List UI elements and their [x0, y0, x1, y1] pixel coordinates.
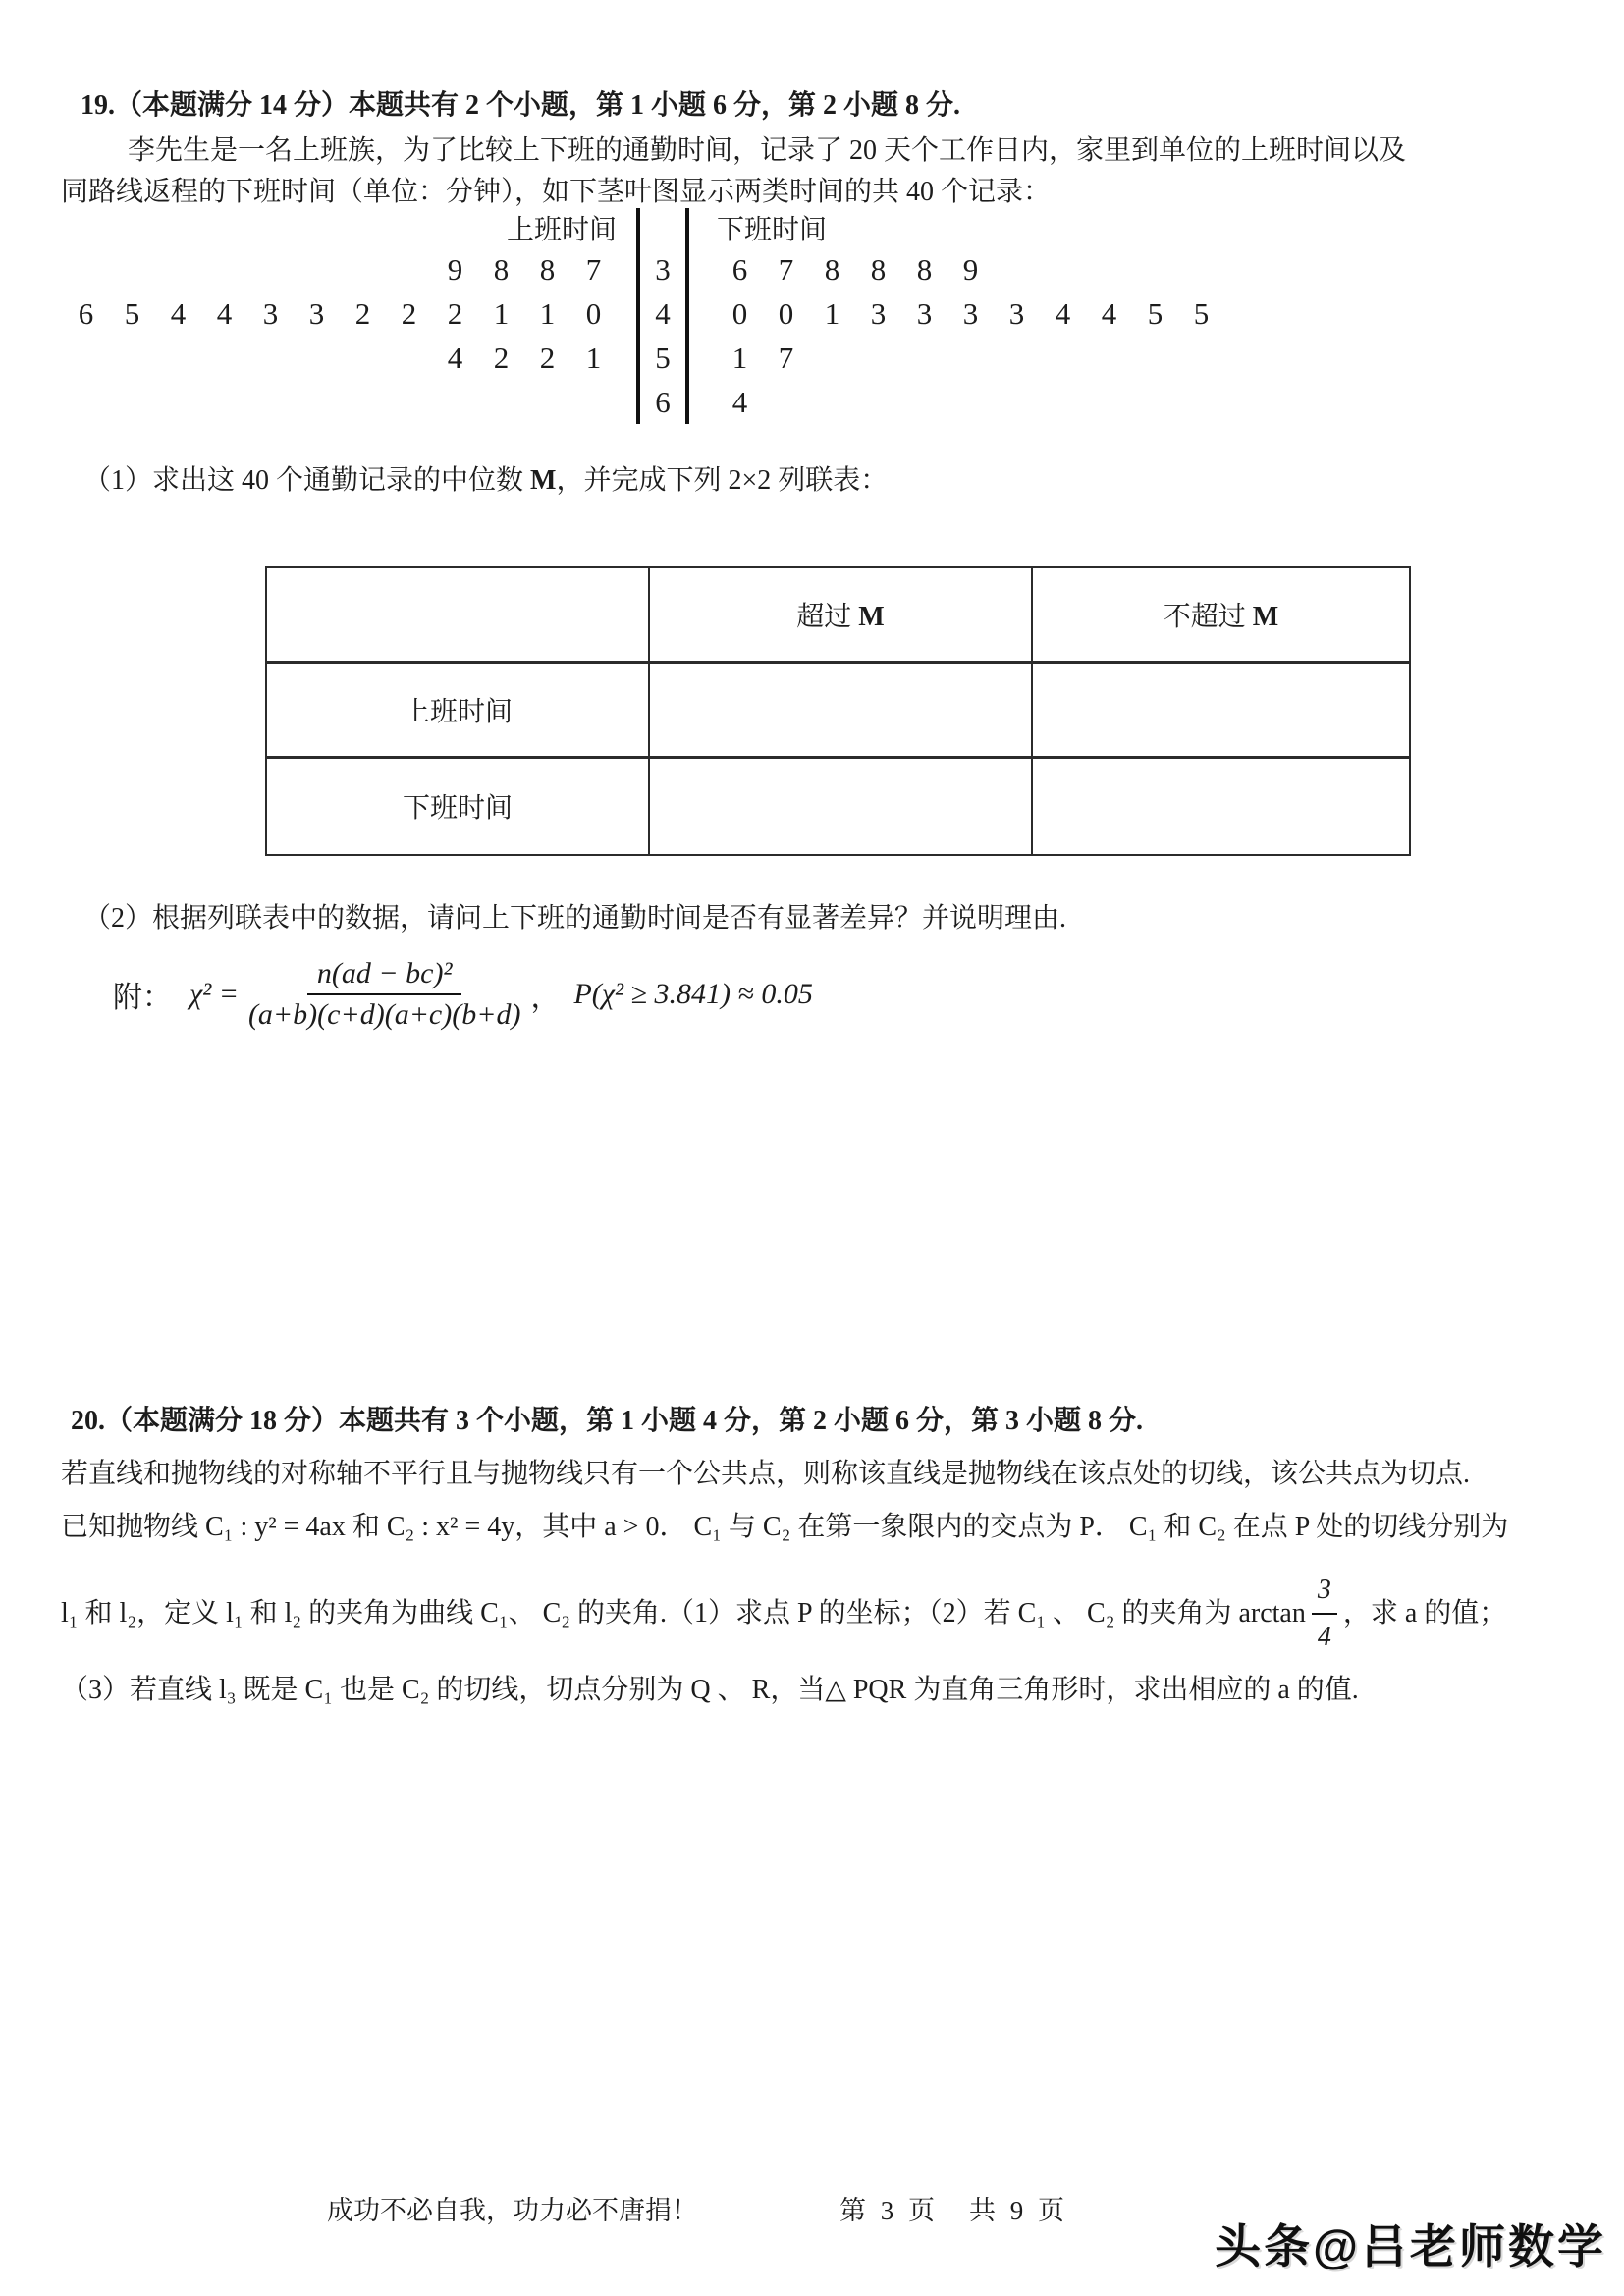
leaves-from-work: [689, 296, 1224, 332]
leaf-value: 2: [447, 295, 463, 331]
q20-line2: 已知抛物线 C₁ : y² = 4ax 和 C₂ : x² = 4y，其中 a > 0． C₁ 与 C₂ 在第一象限内的交点为 P． C₁ 和 C₂ 在点 P 处的切线分别为: [61, 1512, 1509, 1542]
q20-line4: （3）若直线 l₃ 既是 C₁ 也是 C₂ 的切线，切点分别为 Q 、 R，当△ PQR 为直角三角形时，求出相应的 a 的值.: [61, 1675, 1359, 1705]
stem-value: 3: [636, 247, 689, 292]
p-value-statement: P(χ² ≥ 3.841) ≈ 0.05: [573, 978, 813, 1010]
arctan-fraction-numerator: 3: [1312, 1571, 1337, 1615]
leaf-value: 9: [962, 251, 979, 287]
leaf-value: 5: [1193, 295, 1210, 331]
empty-cell-to-work-over[interactable]: [649, 662, 1032, 757]
leaf-value: 8: [916, 251, 933, 287]
arctan-fraction: [1312, 1571, 1337, 1657]
contingency-table: [265, 566, 1411, 856]
stem-leaf-plot: [59, 208, 1394, 424]
leaf-value: 2: [401, 295, 417, 331]
row-label-to-work: 上班时间: [266, 662, 649, 757]
q20-line1: 若直线和抛物线的对称轴不平行且与抛物线只有一个公共点，则称该直线是抛物线在该点处的切线，该公共点为切点.: [61, 1459, 1471, 1489]
arctan-fraction-denominator: 4: [1317, 1621, 1331, 1652]
leaf-value: 7: [585, 251, 602, 287]
q19-intro-line2: 同路线返程的下班时间（单位：分钟），如下茎叶图显示两类时间的共 40 个记录：: [61, 177, 1052, 207]
leaf-value: 3: [262, 295, 279, 331]
table-corner-cell: [266, 567, 649, 662]
leaf-value: 3: [1008, 295, 1025, 331]
leaf-value: 3: [308, 295, 325, 331]
q19-intro-line1: 李先生是一名上班族，为了比较上下班的通勤时间，记录了 20 天个工作日内，家里到单位的上班时间以及: [128, 135, 1407, 166]
leaf-value: 3: [962, 295, 979, 331]
stem-leaf-rows: [59, 247, 1394, 424]
leaf-value: 8: [870, 251, 887, 287]
q20-line3-text: l₁ 和 l₂，定义 l₁ 和 l₂ 的夹角为曲线 C₁、 C₂ 的夹角.（1）求点 P 的坐标；（2）若 C₁ 、 C₂ 的夹角为 arctan: [61, 1597, 1306, 1629]
leaf-value: 8: [824, 251, 840, 287]
over-m-symbol: M: [858, 601, 885, 632]
leaf-value: 4: [447, 340, 463, 375]
not-over-m-label: 不超过: [1163, 601, 1253, 632]
leaf-value: 4: [1101, 295, 1117, 331]
over-m-label: 超过: [796, 601, 859, 632]
stem-leaf-right-title: 下班时间: [717, 215, 828, 245]
leaves-from-work: [689, 341, 809, 376]
table-row-commute-to-work: [266, 662, 1410, 757]
q19-heading: 19.（本题满分 14 分）本题共有 2 个小题，第 1 小题 6 分，第 2 小题 8 分.: [81, 90, 961, 121]
leaf-value: 4: [170, 295, 187, 331]
leaf-value: 7: [778, 251, 794, 287]
row-label-from-work: 下班时间: [266, 757, 649, 855]
stem-leaf-stem-spacer: [636, 208, 689, 247]
q19-part2: （2）根据列联表中的数据，请问上下班的通勤时间是否有显著差异？并说明理由.: [83, 903, 1067, 934]
stem-leaf-row: [59, 292, 1394, 336]
page-indicator: 第 3 页 共 9 页: [839, 2196, 1068, 2225]
watermark: 头条@吕老师数学: [1215, 2220, 1606, 2272]
leaf-value: 8: [493, 251, 510, 287]
not-over-m-symbol: M: [1252, 601, 1279, 632]
q19-part1-suffix: ，并完成下列 2×2 列联表：: [556, 465, 889, 496]
leaf-value: 8: [539, 251, 556, 287]
formula-comma: ，: [530, 982, 561, 1014]
q20-heading: 20.（本题满分 18 分）本题共有 3 个小题，第 1 小题 4 分，第 2 小题 6 分，第 3 小题 8 分.: [71, 1406, 1144, 1436]
leaf-value: 0: [731, 295, 748, 331]
fraction-numerator: n(ad − bc)²: [307, 957, 462, 995]
leaf-value: 7: [778, 340, 794, 375]
chi-square-lhs: χ² =: [189, 978, 239, 1010]
leaf-value: 1: [731, 340, 748, 375]
q19-part1: [83, 461, 888, 502]
leaf-value: 6: [78, 295, 94, 331]
leaf-value: 2: [493, 340, 510, 375]
table-header-over-m: [649, 567, 1032, 662]
leaf-value: 0: [778, 295, 794, 331]
leaf-value: 1: [824, 295, 840, 331]
leaf-value: 5: [1147, 295, 1164, 331]
stem-value: 6: [636, 380, 689, 424]
leaves-from-work: [689, 252, 994, 288]
table-header-row: [266, 567, 1410, 662]
formula-label: 附：: [113, 982, 172, 1014]
leaves-to-work: [59, 296, 636, 332]
leaf-value: 9: [447, 251, 463, 287]
stem-leaf-row: [59, 336, 1394, 380]
leaf-value: 3: [916, 295, 933, 331]
empty-cell-from-work-over[interactable]: [649, 757, 1032, 855]
footer-slogan: 成功不必自我，功力必不唐捐！: [327, 2196, 698, 2225]
stem-leaf-row: [59, 380, 1394, 424]
stem-leaf-row: [59, 247, 1394, 292]
leaves-to-work: [59, 252, 636, 288]
empty-cell-from-work-notover[interactable]: [1032, 757, 1410, 855]
q19-part1-prefix: （1）求出这 40 个通勤记录的中位数: [83, 465, 531, 496]
chi-square-fraction: [248, 957, 521, 1032]
stem-leaf-left-title: 上班时间: [506, 215, 617, 245]
leaf-value: 4: [731, 384, 748, 419]
leaf-value: 4: [1055, 295, 1071, 331]
stem-leaf-header-row: [59, 208, 1394, 247]
leaf-value: 1: [539, 295, 556, 331]
table-row-commute-from-work: [266, 757, 1410, 855]
leaves-to-work: [59, 341, 636, 376]
leaf-value: 1: [585, 340, 602, 375]
leaf-value: 5: [124, 295, 140, 331]
leaf-value: 2: [354, 295, 371, 331]
leaves-from-work: [689, 385, 763, 420]
leaf-value: 2: [539, 340, 556, 375]
leaf-value: 0: [585, 295, 602, 331]
fraction-denominator: (a+b)(c+d)(a+c)(b+d): [247, 998, 521, 1031]
median-symbol: M: [530, 465, 557, 496]
q20-line3-tail: ，求 a 的值；: [1342, 1597, 1507, 1629]
leaf-value: 3: [870, 295, 887, 331]
stem-value: 4: [636, 292, 689, 336]
table-header-not-over-m: [1032, 567, 1410, 662]
stem-value: 5: [636, 336, 689, 380]
leaf-value: 1: [493, 295, 510, 331]
empty-cell-to-work-notover[interactable]: [1032, 662, 1410, 757]
q20-line3: [61, 1571, 1506, 1657]
leaf-value: 6: [731, 251, 748, 287]
chi-square-formula: [113, 957, 813, 1032]
leaf-value: 4: [216, 295, 233, 331]
